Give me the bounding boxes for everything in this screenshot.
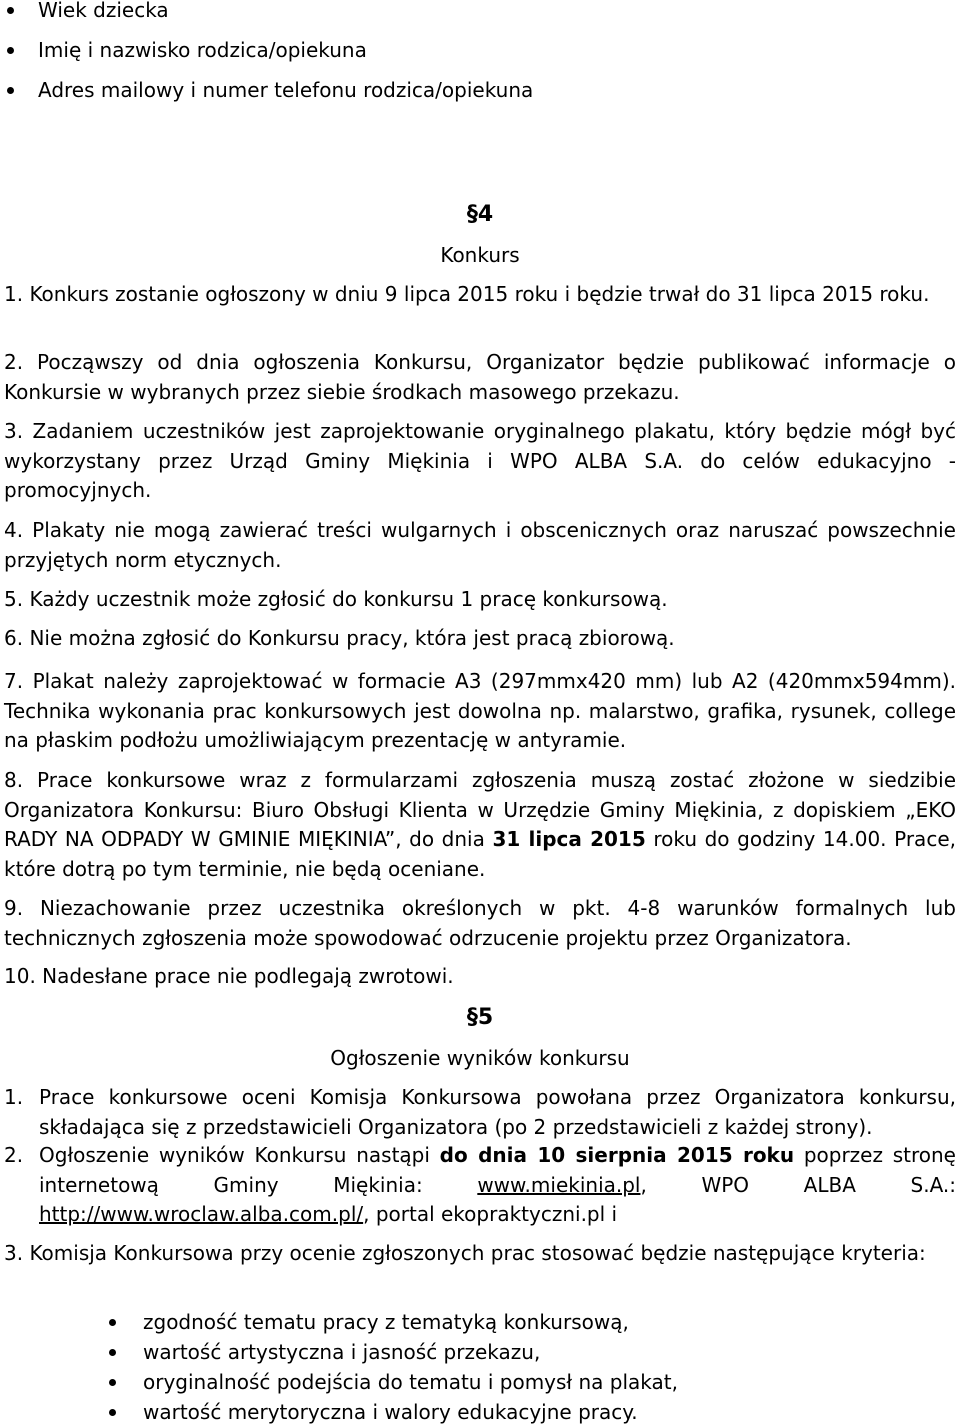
announcement-date: do dnia 10 sierpnia 2015 roku bbox=[439, 1143, 795, 1167]
paragraph: 6. Nie można zgłosić do Konkursu pracy, która jest pracą zbiorową. bbox=[4, 626, 675, 650]
criteria-item: zgodność tematu pracy z tematyką konkursową, bbox=[143, 1310, 629, 1334]
numbered-item: 1. Prace konkursowe oceni Komisja Konkursowa powołana przez Organizatora konkursu, składająca się z przedstawicieli Organizatora (po 2 przedstawicieli z każdej strony). bbox=[4, 1085, 956, 1139]
paragraph: 7. Plakat należy zaprojektować w formacie A3 (297mmx420 mm) lub A2 (420mmx594mm). Technika wykonania prac konkursowych jest dowolna np. malarstwo, grafika, rysunek, college na płaskim podłożu umożliwiającym prezentację w antyramie. bbox=[4, 669, 956, 752]
list-item: Wiek dziecka bbox=[38, 0, 169, 23]
paragraph: 3. Zadaniem uczestników jest zaprojektowanie oryginalnego plakatu, który będzie mógł być wykorzystany przez Urząd Gminy Miękinia i WPO ALBA S.A. do celów edukacyjno - promocyjnych. bbox=[4, 419, 956, 502]
list-item: Adres mailowy i numer telefonu rodzica/opiekuna bbox=[38, 78, 534, 102]
section-symbol: §5 bbox=[466, 1005, 494, 1030]
section-symbol: §4 bbox=[466, 202, 494, 227]
paragraph: 2. Począwszy od dnia ogłoszenia Konkursu, Organizator będzie publikować informacje o Konkursie w wybranych przez siebie środkach masowego przekazu. bbox=[4, 350, 956, 404]
criteria-item: oryginalność podejścia do tematu i pomysł na plakat, bbox=[143, 1370, 678, 1394]
paragraph: 5. Każdy uczestnik może zgłosić do konkursu 1 pracę konkursową. bbox=[4, 587, 668, 611]
paragraph: 3. Komisja Konkursowa przy ocenie zgłoszonych prac stosować będzie następujące kryteria: bbox=[4, 1241, 926, 1265]
criteria-item: wartość artystyczna i jasność przekazu, bbox=[143, 1340, 541, 1364]
list-item: Imię i nazwisko rodzica/opiekuna bbox=[38, 38, 367, 62]
paragraph: 10. Nadesłane prace nie podlegają zwrotowi. bbox=[4, 964, 454, 988]
section-title: Ogłoszenie wyników konkursu bbox=[330, 1046, 630, 1070]
criteria-item: wartość merytoryczna i walory edukacyjne pracy. bbox=[143, 1400, 638, 1424]
paragraph: 1. Konkurs zostanie ogłoszony w dniu 9 lipca 2015 roku i będzie trwał do 31 lipca 2015 roku. bbox=[4, 282, 930, 306]
numbered-item: 2. Ogłoszenie wyników Konkursu nastąpi do dnia 10 sierpnia 2015 roku poprzez stronę internetową Gminy Miękinia: www.miekinia.pl, WPO ALBA S.A.: http://www.wroclaw.alba.com.pl/, portal ekopraktyczni.pl i bbox=[4, 1143, 956, 1226]
alba-link[interactable]: http://www.wroclaw.alba.com.pl/ bbox=[39, 1202, 364, 1226]
section-title: Konkurs bbox=[440, 243, 520, 267]
paragraph: 9. Niezachowanie przez uczestnika określonych w pkt. 4-8 warunków formalnych lub technicznych zgłoszenia może spowodować odrzucenie projektu przez Organizatora. bbox=[4, 896, 956, 950]
deadline-date: 31 lipca 2015 bbox=[492, 827, 646, 851]
miekinia-link[interactable]: www.miekinia.pl bbox=[477, 1172, 641, 1197]
paragraph: 4. Plakaty nie mogą zawierać treści wulgarnych i obscenicznych oraz naruszać powszechnie przyjętych norm etycznych. bbox=[4, 518, 956, 572]
paragraph: 8. Prace konkursowe wraz z formularzami zgłoszenia muszą zostać złożone w siedzibie Organizatora Konkursu: Biuro Obsługi Klienta w Urzędzie Gminy Miękinia, z dopiskiem „EKO RADY NA ODPADY W GMINIE MIĘKINIA”, do dnia 31 lipca 2015 roku do godziny 14.00. Prace, które dotrą po tym terminie, nie będą oceniane. bbox=[4, 768, 956, 881]
